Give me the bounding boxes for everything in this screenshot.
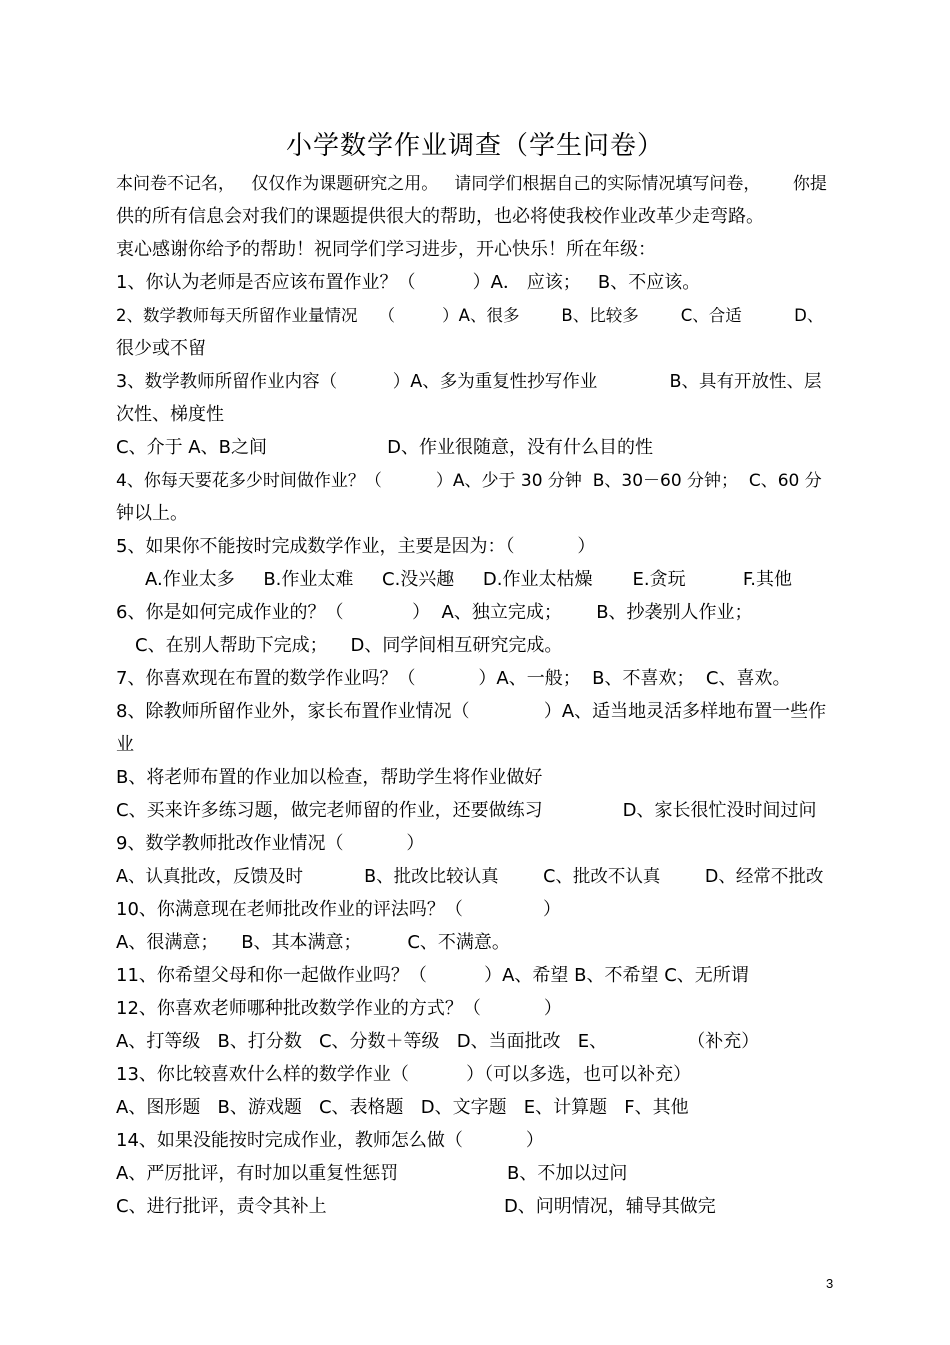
question-line: 钟以上。	[116, 503, 188, 524]
intro-line: 本问卷不记名， 仅仅作为课题研究之用。 请同学们根据自己的实际情况填写问卷， 你提	[116, 174, 827, 194]
question-line: 7、你喜欢现在布置的数学作业吗？（ ）A、一般； B、不喜欢； C、喜欢。	[116, 668, 791, 689]
answer-options-line: A.作业太多 B.作业太难 C.没兴趣 D.作业太枯燥 E.贪玩 F.其他	[145, 569, 793, 590]
question-line: 很少或不留	[116, 338, 206, 359]
answer-options-line: A、打等级 B、打分数 C、分数＋等级 D、当面批改 E、 （补充）	[116, 1031, 760, 1052]
question-line: 11、你希望父母和你一起做作业吗？（ ）A、希望 B、不希望 C、无所谓	[116, 965, 749, 986]
question-line: 3、数学教师所留作业内容（ ）A、多为重复性抄写作业 B、具有开放性、层	[116, 372, 822, 392]
question-line: 14、如果没能按时完成作业，教师怎么做（ ）	[116, 1130, 544, 1151]
question-line: C、介于 A、B之间 D、作业很随意，没有什么目的性	[116, 437, 653, 458]
answer-options-line: C、在别人帮助下完成； D、同学间相互研究完成。	[135, 635, 563, 656]
question-line: 8、除教师所留作业外，家长布置作业情况（ ）A、适当地灵活多样地布置一些作	[116, 701, 827, 722]
question-line: 6、你是如何完成作业的？（ ） A、独立完成； B、抄袭别人作业；	[116, 602, 753, 623]
answer-options-line: B、将老师布置的作业加以检查，帮助学生将作业做好	[116, 767, 543, 788]
question-line: 业	[116, 734, 134, 755]
question-line: 13、你比较喜欢什么样的数学作业（ ）（可以多选，也可以补充）	[116, 1064, 692, 1085]
answer-options-line: C、买来许多练习题，做完老师留的作业，还要做练习 D、家长很忙没时间过问	[116, 800, 817, 821]
answer-options-line: A、严厉批评，有时加以重复性惩罚 B、不加以过问	[116, 1163, 628, 1184]
answer-options-line: A、图形题 B、游戏题 C、表格题 D、文字题 E、计算题 F、其他	[116, 1097, 689, 1118]
intro-line: 供的所有信息会对我们的课题提供很大的帮助，也必将使我校作业改革少走弯路。	[116, 206, 764, 227]
question-line: 12、你喜欢老师哪种批改数学作业的方式？（ ）	[116, 998, 562, 1019]
question-line: 10、你满意现在老师批改作业的评法吗？（ ）	[116, 899, 562, 920]
answer-options-line: C、进行批评，责令其补上 D、问明情况，辅导其做完	[116, 1196, 716, 1217]
question-line: 5、如果你不能按时完成数学作业，主要是因为：（ ）	[116, 536, 596, 557]
document-title: 小学数学作业调查（学生问卷）	[285, 131, 664, 161]
question-line: 9、数学教师批改作业情况（ ）	[116, 833, 425, 854]
question-line: 2、数学教师每天所留作业量情况 （ ）A、很多 B、比较多 C、合适 D、	[116, 306, 824, 325]
question-line: 1、你认为老师是否应该布置作业？（ ）A． 应该； B、不应该。	[116, 272, 701, 293]
answer-options-line: A、很满意； B、其本满意； C、不满意。	[116, 932, 510, 953]
intro-line: 衷心感谢你给予的帮助！祝同学们学习进步，开心快乐！所在年级：	[116, 239, 656, 260]
answer-options-line: A、认真批改，反馈及时 B、批改比较认真 C、批改不认真 D、经常不批改	[116, 867, 824, 887]
question-line: 4、你每天要花多少时间做作业？（ ）A、少于 30 分钟 B、30－60 分钟； C、60 分	[116, 471, 822, 491]
question-line: 次性、梯度性	[116, 404, 224, 425]
page-number: 3	[826, 1276, 834, 1291]
